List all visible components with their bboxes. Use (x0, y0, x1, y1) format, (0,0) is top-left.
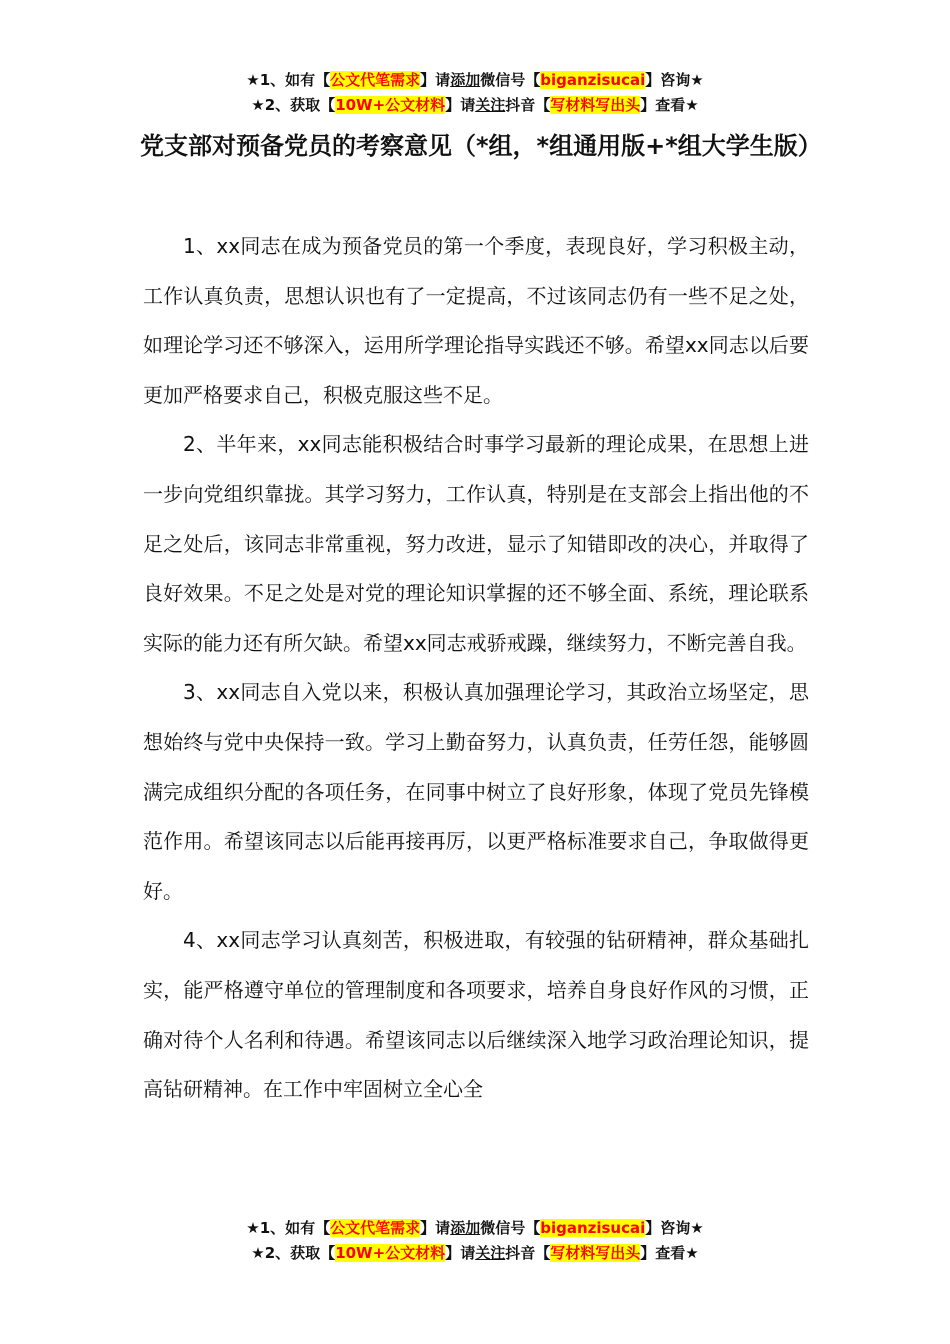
promo-text: 抖音【 (505, 1244, 551, 1262)
promo-text: 微信号【 (480, 71, 541, 89)
promo-text: 】请 (445, 1244, 476, 1262)
header-promo-line-2 (0, 93, 950, 118)
promo-highlight-materials: 10W+公文材料 (335, 96, 446, 114)
promo-underlined-word: 添加 (450, 71, 481, 89)
promo-text: ★1、如有【 (246, 1219, 331, 1237)
promo-text: ★2、获取【 (251, 96, 336, 114)
body-paragraph-4: 4、xx同志学习认真刻苦，积极进取，有较强的钻研精神，群众基础扎实，能严格遵守单位的管理制度和各项要求，培养自身良好作风的习惯，正确对待个人名利和待遇。希望该同志以后继续深入地学习政治理论知识，提高钻研精神。在工作中牢固树立全心全 (143, 928, 809, 1102)
promo-text: 】请 (445, 96, 476, 114)
promo-text: 】查看★ (640, 1244, 699, 1262)
promo-underlined-word: 添加 (450, 1219, 481, 1237)
promo-underlined-word: 关注 (475, 96, 506, 114)
promo-highlight-materials: 10W+公文材料 (335, 1244, 446, 1262)
promo-text: 】咨询★ (645, 71, 704, 89)
promo-text: ★1、如有【 (246, 71, 331, 89)
header-promo-banner (0, 68, 950, 118)
promo-highlight-service: 公文代笔需求 (330, 71, 421, 89)
promo-highlight-wechat-id: biganzisucai (540, 1219, 646, 1237)
promo-text: 微信号【 (480, 1219, 541, 1237)
document-title: 党支部对预备党员的考察意见（*组，*组通用版+*组大学生版） (140, 132, 822, 160)
promo-highlight-douyin-account: 写材料写出头 (550, 1244, 641, 1262)
promo-highlight-wechat-id: biganzisucai (540, 71, 646, 89)
promo-highlight-douyin-account: 写材料写出头 (550, 96, 641, 114)
footer-promo-line-1 (0, 1216, 950, 1241)
body-paragraph-3: 3、xx同志自入党以来，积极认真加强理论学习，其政治立场坚定，思想始终与党中央保持一致。学习上勤奋努力，认真负责，任劳任怨，能够圆满完成组织分配的各项任务，在同事中树立了良好形象，体现了党员先锋模范作用。希望该同志以后能再接再厉，以更严格标准要求自己，争取做得更好。 (143, 680, 809, 903)
promo-text: 】查看★ (640, 96, 699, 114)
promo-text: 】咨询★ (645, 1219, 704, 1237)
document-body (143, 222, 809, 1115)
promo-highlight-service: 公文代笔需求 (330, 1219, 421, 1237)
footer-promo-line-2 (0, 1241, 950, 1266)
body-paragraph-2: 2、半年来，xx同志能积极结合时事学习最新的理论成果，在思想上进一步向党组织靠拢。其学习努力，工作认真，特别是在支部会上指出他的不足之处后，该同志非常重视，努力改进，显示了知错即改的决心，并取得了良好效果。不足之处是对党的理论知识掌握的还不够全面、系统，理论联系实际的能力还有所欠缺。希望xx同志戒骄戒躁，继续努力，不断完善自我。 (143, 432, 809, 655)
promo-text: 抖音【 (505, 96, 551, 114)
promo-text: ★2、获取【 (251, 1244, 336, 1262)
promo-text: 】请 (420, 71, 451, 89)
promo-text: 】请 (420, 1219, 451, 1237)
promo-underlined-word: 关注 (475, 1244, 506, 1262)
header-promo-line-1 (0, 68, 950, 93)
body-paragraph-1: 1、xx同志在成为预备党员的第一个季度，表现良好，学习积极主动，工作认真负责，思想认识也有了一定提高，不过该同志仍有一些不足之处，如理论学习还不够深入，运用所学理论指导实践还不够。希望xx同志以后要更加严格要求自己，积极克服这些不足。 (143, 234, 809, 407)
footer-promo-banner (0, 1216, 950, 1266)
